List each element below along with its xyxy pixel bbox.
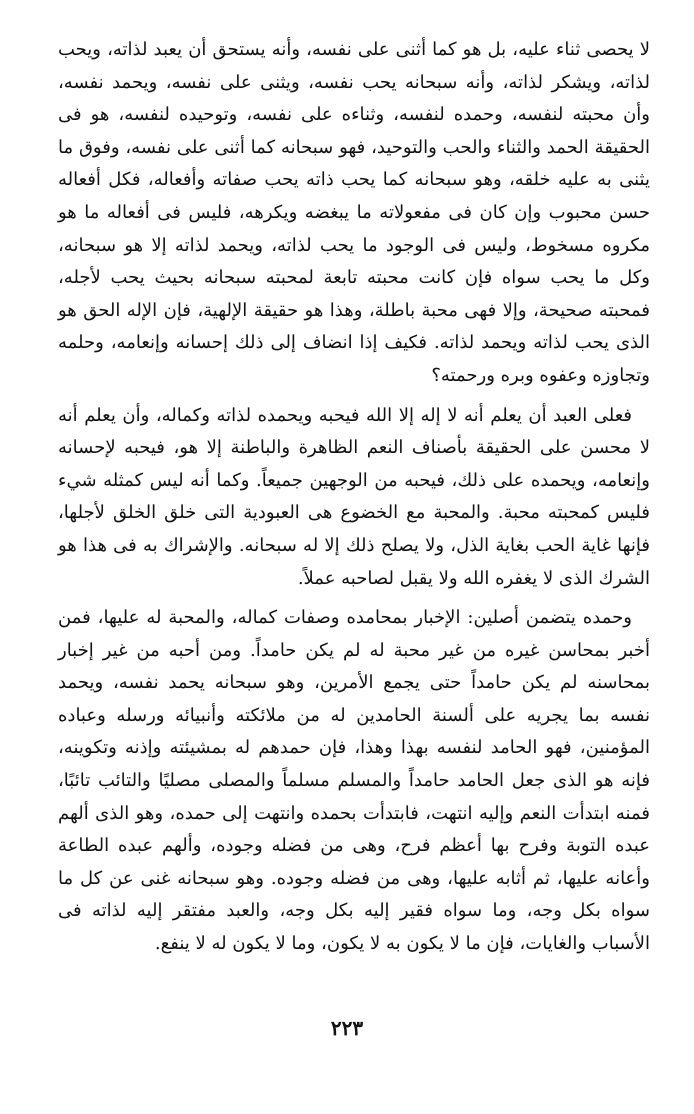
paragraph-3: وحمده يتضمن أصلين: الإخبار بمحامده وصفات كماله، والمحبة له عليها، فمن أخبر بمحاسن غيره من غير محبة له لم يكن حامداً. ومن أحبه من غير إخبار بمحاسنه لم يكن حامداً حتى يجمع الأمرين، وهو سبحانه يحمد نفسه، ويحمد نفسه بما يجريه على ألسنة الحامدين له من ملائكته وأنبيائه ورسله وعباده المؤمنين، فهو الحامد لنفسه بهذا وهذا، فإن حمدهم له بمشيئته وإذنه وتكوينه، فإنه هو الذى جعل الحامد حامداً والمسلم مسلماً والمصلى مصليًا والتائب تائبًا، فمنه ابتدأت النعم وإليه انتهت، فابتدأت بحمده وانتهت إلى حمده، وهو الذى ألهم عبده التوبة وفرح بها أعظم فرح، وهى من فضله وجوده، وألهم عبده الطاعة وأعانه عليها، ثم أثابه عليها، وهى من فضله وجوده. وهو سبحانه غنى عن كل ما سواه بكل وجه، وما سواه فقير إليه بكل وجه، والعبد مفتقر إليه لذاته فى الأسباب والغايات، فإن ما لا يكون به لا يكون، وما لا يكون له لا ينفع. [58,607,651,955]
paragraph-1: لا يحصى ثناء عليه، بل هو كما أثنى على نفسه، وأنه يستحق أن يعبد لذاته، ويحب لذاته، ويشكر لذاته، وأنه سبحانه يحب نفسه، ويثنى على نفسه، ويحمد نفسه، وأن محبته لنفسه، وحمده لنفسه، وثناءه على نفسه، وتوحيده لنفسه، هو فى الحقيقة الحمد والثناء والحب والتوحيد، فهو سبحانه كما أثنى على نفسه، وفوق ما يثنى به عليه خلقه، وهو سبحانه كما يحب ذاته يحب صفاته وأفعاله، فكل أفعاله حسن محبوب وإن كان فى مفعولاته ما يبغضه ويكرهه، فليس فى أفعاله ما هو مكروه مسخوط، وليس فى الوجود ما يحب لذاته، ويحمد لذاته إلا هو سبحانه، وكل ما يحب سواه فإن كانت محبته تابعة لمحبته سبحانه بحيث يحب لأجله، فمحبته صحيحة، وإلا فهى محبة باطلة، وهذا هو حقيقة الإلهية، فإن الإله الحق هو الذى يحب لذاته ويحمد لذاته. فكيف إذا انضاف إلى ذلك إحسانه وإنعامه، وحلمه وتجاوزه وعفوه وبره ورحمته؟ [58,39,651,386]
paragraph-2: فعلى العبد أن يعلم أنه لا إله إلا الله فيحبه ويحمده لذاته وكماله، وأن يعلم أنه لا محسن على الحقيقة بأصناف النعم الظاهرة والباطنة إلا هو، فيحبه لإحسانه وإنعامه، ويحمده على ذلك، فيحبه من الوجهين جميعاً. وكما أنه ليس كمثله شيء فليس كمحبته محبة. والمحبة مع الخضوع هى العبودية التى خلق الخلق لأجلها، فإنها غاية الحب بغاية الذل، ولا يصلح ذلك إلا له سبحانه. والإشراك به فى هذا هو الشرك الذى لا يغفره الله ولا يقبل لصاحبه عملاً. [58,404,650,589]
page-number: ٢٢٣ [330,1016,364,1040]
page-body [58,34,650,961]
